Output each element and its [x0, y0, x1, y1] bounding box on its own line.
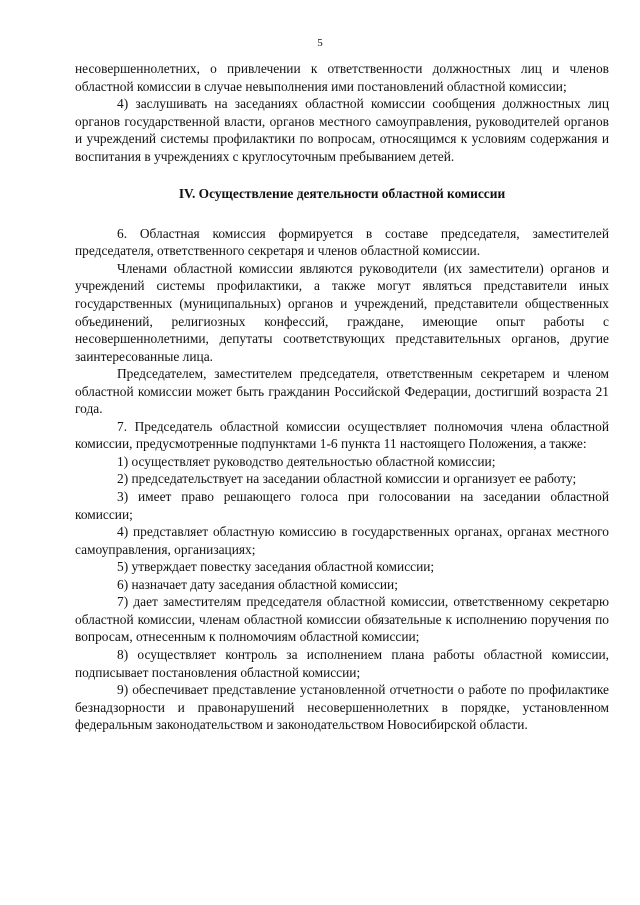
document-body: [75, 60, 609, 734]
list-item: 8) осуществляет контроль за исполнением плана работы областной комиссии, подписывает постановления областной комиссии;: [75, 646, 609, 680]
paragraph: 7. Председатель областной комиссии осуществляет полномочия члена областной комиссии, предусмотренные подпунктами 1-6 пункта 11 настоящего Положения, а также:: [75, 418, 609, 452]
paragraph: 6. Областная комиссия формируется в составе председателя, заместителей председателя, ответственного секретаря и членов областной комиссии.: [75, 225, 609, 259]
page-number: 5: [317, 37, 323, 49]
list-item: 7) дает заместителям председателя областной комиссии, ответственному секретарю областной комиссии, членам областной комиссии обязательные к исполнению поручения по вопросам, отнесенным к полномочиям областной комиссии;: [75, 594, 609, 645]
list-item: 9) обеспечивает представление установленной отчетности о работе по профилактике безнадзорности и правонарушений несовершеннолетних в порядке, установленном федеральным законодательством и законодательством Новосибирской области.: [75, 682, 609, 733]
list-item: 1) осуществляет руководство деятельностью областной комиссии;: [117, 453, 496, 469]
section-heading: IV. Осуществление деятельности областной комиссии: [178, 186, 506, 202]
paragraph: 4) заслушивать на заседаниях областной комиссии сообщения должностных лиц органов государственной власти, органов местного самоуправления, руководителей органов и учреждений системы профилактики по вопросам, относящимся к условиям содержания и воспитания в учреждениях с круглосуточным пребыванием детей.: [75, 96, 609, 164]
paragraph: Председателем, заместителем председателя, ответственным секретарем и членом областной комиссии может быть гражданин Российской Федерации, достигший возраста 21 года.: [75, 366, 609, 417]
list-item: 4) представляет областную комиссию в государственных органах, органах местного самоуправления, организациях;: [75, 524, 609, 557]
list-item: 3) имеет право решающего голоса при голосовании на заседании областной комиссии;: [75, 489, 609, 522]
list-item: 5) утверждает повестку заседания областной комиссии;: [117, 559, 435, 575]
list-item: 6) назначает дату заседания областной комиссии;: [117, 576, 398, 592]
paragraph: Членами областной комиссии являются руководители (их заместители) органов и учреждений системы профилактики, а также могут являться представители иных государственных (муниципальных) органов и учреждений, представители общественных объединений, религиозных конфессий, граждане, имеющие опыт работы с несовершеннолетними, депутаты соответствующих представительных органов, другие заинтересованные лица.: [75, 260, 609, 364]
paragraph: несовершеннолетних, о привлечении к ответственности должностных лиц и членов областной комиссии в случае невыполнения ими постановлений областной комиссии;: [75, 61, 609, 94]
list-item: 2) председательствует на заседании областной комиссии и организует ее работу;: [117, 471, 577, 487]
